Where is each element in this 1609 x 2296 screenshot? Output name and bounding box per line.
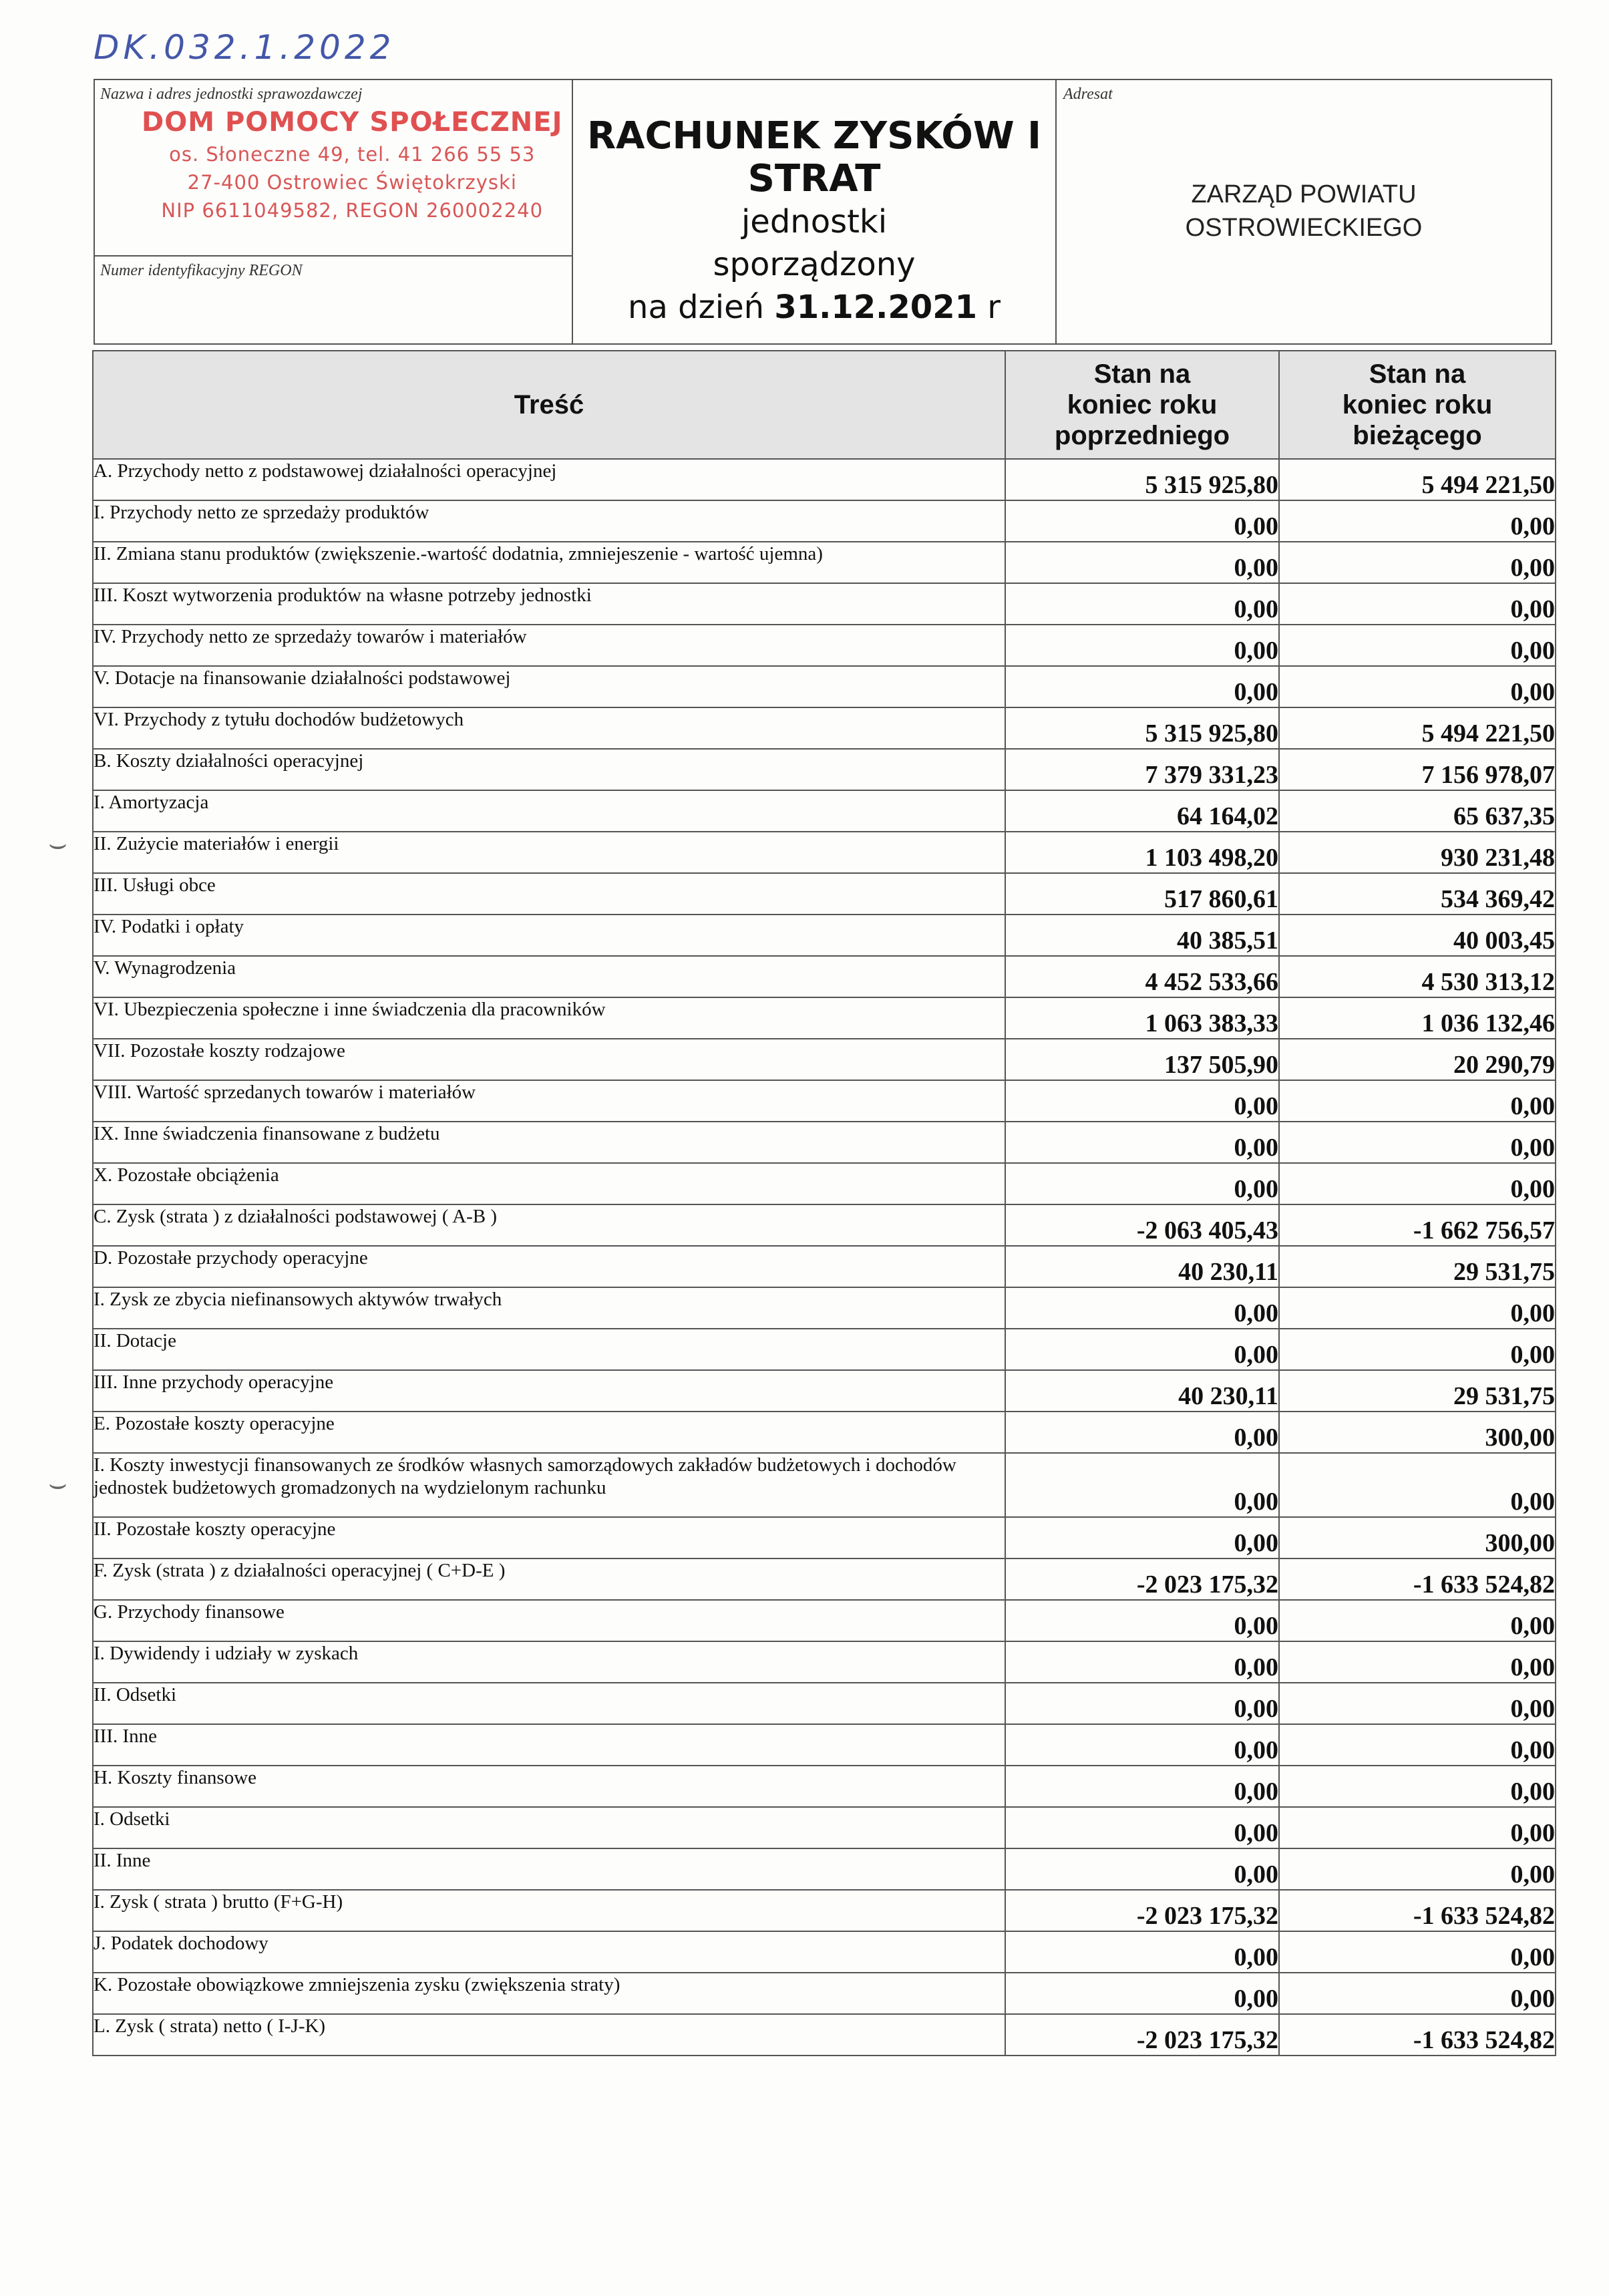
- row-label: II. Pozostałe koszty operacyjne: [93, 1517, 1005, 1559]
- row-label: V. Wynagrodzenia: [93, 956, 1005, 997]
- date-prefix: na dzień: [628, 289, 765, 326]
- value-previous-year: -2 063 405,43: [1005, 1204, 1279, 1246]
- value-current-year: -1 633 524,82: [1279, 1890, 1556, 1931]
- row-label: E. Pozostałe koszty operacyjne: [93, 1412, 1005, 1453]
- row-label: II. Odsetki: [93, 1683, 1005, 1724]
- row-label: F. Zysk (strata ) z działalności operacyjnej ( C+D-E ): [93, 1559, 1005, 1600]
- row-label: IV. Przychody netto ze sprzedaży towarów i materiałów: [93, 625, 1005, 666]
- row-label: II. Inne: [93, 1848, 1005, 1890]
- table-row: [93, 1163, 1556, 1204]
- table-row: [93, 1890, 1556, 1931]
- table-row: [93, 459, 1556, 500]
- value-current-year: 5 494 221,50: [1279, 707, 1556, 749]
- value-previous-year: 0,00: [1005, 1641, 1279, 1683]
- unit-name-label: Nazwa i adres jednostki sprawozdawczej: [100, 86, 363, 103]
- report-title: [573, 115, 1055, 200]
- value-previous-year: -2 023 175,32: [1005, 1559, 1279, 1600]
- value-previous-year: 0,00: [1005, 1329, 1279, 1370]
- table-row: [93, 1766, 1556, 1807]
- value-previous-year: 0,00: [1005, 1600, 1279, 1641]
- value-current-year: 534 369,42: [1279, 873, 1556, 915]
- row-label: C. Zysk (strata ) z działalności podstawowej ( A-B ): [93, 1204, 1005, 1246]
- income-statement-table: [92, 350, 1556, 2056]
- row-label: I. Dywidendy i udziały w zyskach: [93, 1641, 1005, 1683]
- handwritten-reference-number: DK.032.1.2022: [94, 28, 395, 67]
- col-curr-line-3: bieżącego: [1353, 421, 1482, 450]
- value-previous-year: 0,00: [1005, 1517, 1279, 1559]
- value-previous-year: -2 023 175,32: [1005, 1890, 1279, 1931]
- table-row: [93, 625, 1556, 666]
- value-previous-year: 0,00: [1005, 1122, 1279, 1163]
- value-previous-year: 137 505,90: [1005, 1039, 1279, 1080]
- pen-mark: ⌣: [48, 827, 67, 861]
- row-label: I. Odsetki: [93, 1807, 1005, 1848]
- value-current-year: 5 494 221,50: [1279, 459, 1556, 500]
- value-current-year: 300,00: [1279, 1412, 1556, 1453]
- addressee-line-1: ZARZĄD POWIATU: [1191, 180, 1417, 208]
- value-previous-year: 0,00: [1005, 625, 1279, 666]
- value-previous-year: 5 315 925,80: [1005, 707, 1279, 749]
- value-current-year: 0,00: [1279, 1641, 1556, 1683]
- value-current-year: 0,00: [1279, 1807, 1556, 1848]
- value-current-year: 0,00: [1279, 1973, 1556, 2014]
- row-label: VI. Ubezpieczenia społeczne i inne świadczenia dla pracowników: [93, 997, 1005, 1039]
- value-current-year: 0,00: [1279, 1766, 1556, 1807]
- date-suffix: r: [987, 289, 1001, 326]
- stamp-nip-regon: NIP 6611049582, REGON 260002240: [161, 199, 544, 222]
- table-row: [93, 1080, 1556, 1122]
- col-header-previous-year: [1005, 351, 1279, 459]
- row-label: L. Zysk ( strata) netto ( I-J-K): [93, 2014, 1005, 2056]
- row-label: III. Usługi obce: [93, 873, 1005, 915]
- value-previous-year: 0,00: [1005, 1453, 1279, 1517]
- row-label: IX. Inne świadczenia finansowane z budżetu: [93, 1122, 1005, 1163]
- table-row: [93, 1683, 1556, 1724]
- row-label: G. Przychody finansowe: [93, 1600, 1005, 1641]
- table-row: [93, 1287, 1556, 1329]
- table-row: [93, 1204, 1556, 1246]
- col-header-content: Treść: [93, 351, 1005, 459]
- value-current-year: 0,00: [1279, 1931, 1556, 1973]
- table-row: [93, 707, 1556, 749]
- row-label: III. Inne przychody operacyjne: [93, 1370, 1005, 1412]
- value-current-year: 29 531,75: [1279, 1370, 1556, 1412]
- row-label: I. Zysk ( strata ) brutto (F+G-H): [93, 1890, 1005, 1931]
- value-previous-year: 0,00: [1005, 1412, 1279, 1453]
- table-row: [93, 666, 1556, 707]
- table-row: [93, 1517, 1556, 1559]
- value-previous-year: 1 063 383,33: [1005, 997, 1279, 1039]
- title-line-4: sporządzony: [713, 246, 916, 283]
- col-prev-line-2: koniec roku: [1067, 390, 1218, 420]
- reporting-unit-box: [94, 79, 573, 345]
- value-current-year: 0,00: [1279, 666, 1556, 707]
- value-previous-year: 517 860,61: [1005, 873, 1279, 915]
- value-current-year: 0,00: [1279, 1122, 1556, 1163]
- value-current-year: -1 633 524,82: [1279, 2014, 1556, 2056]
- value-previous-year: 40 385,51: [1005, 915, 1279, 956]
- table-row: [93, 997, 1556, 1039]
- value-current-year: 930 231,48: [1279, 832, 1556, 873]
- row-label: D. Pozostałe przychody operacyjne: [93, 1246, 1005, 1287]
- value-current-year: 0,00: [1279, 1683, 1556, 1724]
- value-current-year: 0,00: [1279, 1453, 1556, 1517]
- value-previous-year: 64 164,02: [1005, 790, 1279, 832]
- value-current-year: -1 662 756,57: [1279, 1204, 1556, 1246]
- value-previous-year: 0,00: [1005, 666, 1279, 707]
- table-row: [93, 1559, 1556, 1600]
- addressee-line-2: OSTROWIECKIEGO: [1185, 214, 1423, 242]
- value-current-year: 0,00: [1279, 1600, 1556, 1641]
- col-prev-line-1: Stan na: [1093, 359, 1191, 389]
- addressee-label: Adresat: [1063, 86, 1113, 103]
- table-row: [93, 832, 1556, 873]
- row-label: III. Koszt wytworzenia produktów na własne potrzeby jednostki: [93, 583, 1005, 625]
- row-label: VI. Przychody z tytułu dochodów budżetowych: [93, 707, 1005, 749]
- table-row: [93, 1246, 1556, 1287]
- value-previous-year: 0,00: [1005, 1724, 1279, 1766]
- table-row: [93, 1641, 1556, 1683]
- table-row: [93, 873, 1556, 915]
- col-header-current-year: [1279, 351, 1556, 459]
- value-current-year: 29 531,75: [1279, 1246, 1556, 1287]
- value-previous-year: 0,00: [1005, 500, 1279, 542]
- addressee-box: [1055, 79, 1552, 345]
- row-label: H. Koszty finansowe: [93, 1766, 1005, 1807]
- row-label: VIII. Wartość sprzedanych towarów i materiałów: [93, 1080, 1005, 1122]
- value-current-year: 0,00: [1279, 542, 1556, 583]
- table-row: [93, 1600, 1556, 1641]
- stamp-address: os. Słoneczne 49, tel. 41 266 55 53: [169, 143, 536, 166]
- value-previous-year: 40 230,11: [1005, 1370, 1279, 1412]
- value-current-year: 0,00: [1279, 583, 1556, 625]
- value-current-year: 300,00: [1279, 1517, 1556, 1559]
- value-current-year: 1 036 132,46: [1279, 997, 1556, 1039]
- value-previous-year: 7 379 331,23: [1005, 749, 1279, 790]
- value-previous-year: 0,00: [1005, 1683, 1279, 1724]
- value-previous-year: 0,00: [1005, 1163, 1279, 1204]
- report-date: [573, 286, 1055, 329]
- col-curr-line-1: Stan na: [1369, 359, 1466, 389]
- value-previous-year: 0,00: [1005, 1287, 1279, 1329]
- value-previous-year: 0,00: [1005, 542, 1279, 583]
- value-previous-year: 5 315 925,80: [1005, 459, 1279, 500]
- value-previous-year: 0,00: [1005, 1807, 1279, 1848]
- row-label: IV. Podatki i opłaty: [93, 915, 1005, 956]
- title-line-3: jednostki: [741, 203, 888, 240]
- value-previous-year: 40 230,11: [1005, 1246, 1279, 1287]
- value-current-year: 65 637,35: [1279, 790, 1556, 832]
- row-label: III. Inne: [93, 1724, 1005, 1766]
- value-current-year: 0,00: [1279, 1329, 1556, 1370]
- value-current-year: -1 633 524,82: [1279, 1559, 1556, 1600]
- row-label: A. Przychody netto z podstawowej działalności operacyjnej: [93, 459, 1005, 500]
- value-current-year: 4 530 313,12: [1279, 956, 1556, 997]
- table-row: [93, 500, 1556, 542]
- stamp-city: 27-400 Ostrowiec Świętokrzyski: [187, 171, 517, 194]
- value-current-year: 0,00: [1279, 625, 1556, 666]
- row-label: I. Koszty inwestycji finansowanych ze środków własnych samorządowych zakładów budżetowych i dochodów jednostek budżetowych gromadzonych na wydzielonym rachunku: [93, 1453, 1005, 1517]
- row-label: II. Dotacje: [93, 1329, 1005, 1370]
- row-label: I. Amortyzacja: [93, 790, 1005, 832]
- col-prev-line-3: poprzedniego: [1054, 421, 1230, 450]
- col-curr-line-2: koniec roku: [1342, 390, 1493, 420]
- row-label: J. Podatek dochodowy: [93, 1931, 1005, 1973]
- table-row: [93, 2014, 1556, 2056]
- table-row: [93, 956, 1556, 997]
- stamp-area: [95, 80, 572, 257]
- row-label: K. Pozostałe obowiązkowe zmniejszenia zysku (zwiększenia straty): [93, 1973, 1005, 2014]
- value-current-year: 0,00: [1279, 1163, 1556, 1204]
- regon-label: Numer identyfikacyjny REGON: [100, 262, 303, 279]
- pen-mark: ⌣: [48, 1467, 67, 1501]
- table-row: [93, 1329, 1556, 1370]
- table-row: [93, 790, 1556, 832]
- table-row: [93, 1807, 1556, 1848]
- row-label: I. Zysk ze zbycia niefinansowych aktywów trwałych: [93, 1287, 1005, 1329]
- value-current-year: 0,00: [1279, 500, 1556, 542]
- table-row: [93, 583, 1556, 625]
- value-current-year: 0,00: [1279, 1848, 1556, 1890]
- title-line-1: RACHUNEK ZYSKÓW I: [587, 114, 1041, 158]
- table-row: [93, 749, 1556, 790]
- table-row: [93, 1931, 1556, 1973]
- table-row: [93, 1453, 1556, 1517]
- title-line-2: STRAT: [747, 157, 881, 200]
- value-current-year: 40 003,45: [1279, 915, 1556, 956]
- value-previous-year: 0,00: [1005, 1766, 1279, 1807]
- value-current-year: 0,00: [1279, 1080, 1556, 1122]
- row-label: I. Przychody netto ze sprzedaży produktów: [93, 500, 1005, 542]
- date-value: 31.12.2021: [774, 289, 977, 326]
- stamp-name: DOM POMOCY SPOŁECZNEJ: [142, 107, 563, 138]
- value-previous-year: 0,00: [1005, 1973, 1279, 2014]
- table-row: [93, 1724, 1556, 1766]
- table-row: [93, 1412, 1556, 1453]
- row-label: V. Dotacje na finansowanie działalności podstawowej: [93, 666, 1005, 707]
- value-previous-year: 0,00: [1005, 1848, 1279, 1890]
- value-previous-year: 0,00: [1005, 583, 1279, 625]
- row-label: II. Zmiana stanu produktów (zwiększenie.-wartość dodatnia, zmniejeszenie - wartość ujemna): [93, 542, 1005, 583]
- table-header-row: [93, 351, 1556, 459]
- value-previous-year: 1 103 498,20: [1005, 832, 1279, 873]
- table-row: [93, 915, 1556, 956]
- row-label: VII. Pozostałe koszty rodzajowe: [93, 1039, 1005, 1080]
- table-row: [93, 542, 1556, 583]
- value-current-year: 0,00: [1279, 1724, 1556, 1766]
- value-current-year: 20 290,79: [1279, 1039, 1556, 1080]
- row-label: X. Pozostałe obciążenia: [93, 1163, 1005, 1204]
- value-current-year: 0,00: [1279, 1287, 1556, 1329]
- row-label: II. Zużycie materiałów i energii: [93, 832, 1005, 873]
- row-label: B. Koszty działalności operacyjnej: [93, 749, 1005, 790]
- value-previous-year: 0,00: [1005, 1080, 1279, 1122]
- report-title-box: [573, 79, 1055, 345]
- institution-stamp: [142, 107, 563, 222]
- value-previous-year: 4 452 533,66: [1005, 956, 1279, 997]
- table-row: [93, 1122, 1556, 1163]
- value-previous-year: -2 023 175,32: [1005, 2014, 1279, 2056]
- table-row: [93, 1848, 1556, 1890]
- value-current-year: 7 156 978,07: [1279, 749, 1556, 790]
- table-row: [93, 1039, 1556, 1080]
- value-previous-year: 0,00: [1005, 1931, 1279, 1973]
- table-row: [93, 1973, 1556, 2014]
- addressee: [1057, 178, 1551, 244]
- table-row: [93, 1370, 1556, 1412]
